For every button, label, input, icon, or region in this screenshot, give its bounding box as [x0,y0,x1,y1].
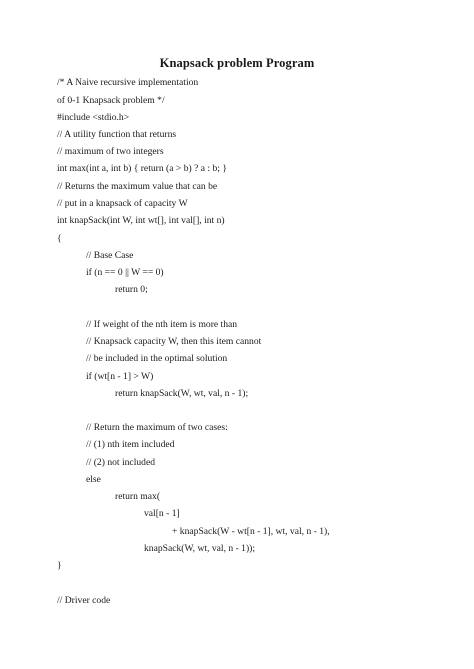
code-line-16: // be included in the optimal solution [86,353,228,364]
code-line-27: } [57,560,62,571]
code-line-22: else [86,474,101,485]
code-line-10: { [57,233,62,244]
code-line-19: // Return the maximum of two cases: [86,422,228,433]
code-line-21: // (2) not included [86,457,156,468]
code-line-24: val[n - 1] [144,508,180,519]
code-line-11: // Base Case [86,250,134,261]
code-line-6: int max(int a, int b) { return (a > b) ? a : b; } [57,163,227,174]
code-line-9: int knapSack(int W, int wt[], int val[], int n) [57,215,225,226]
code-line-14: // If weight of the nth item is more than [86,319,238,330]
code-line-3: #include <stdio.h> [57,112,130,123]
document-title: Knapsack problem Program [159,56,315,70]
code-line-8: // put in a knapsack of capacity W [57,198,188,209]
code-line-13: return 0; [115,284,148,295]
code-line-2: of 0-1 Knapsack problem */ [57,95,165,106]
code-line-7: // Returns the maximum value that can be [57,181,218,192]
code-line-4: // A utility function that returns [57,129,177,140]
code-line-15: // Knapsack capacity W, then this item cannot [86,336,262,347]
code-line-28: // Driver code [57,595,111,606]
code-line-1: /* A Naive recursive implementation [57,77,199,88]
code-line-5: // maximum of two integers [57,146,164,157]
code-line-23: return max( [115,491,161,502]
code-line-12: if (n == 0 || W == 0) [86,267,164,278]
code-line-18: return knapSack(W, wt, val, n - 1); [115,388,249,399]
code-line-26: knapSack(W, wt, val, n - 1)); [144,543,256,554]
code-line-17: if (wt[n - 1] > W) [86,371,154,382]
code-line-25: + knapSack(W - wt[n - 1], wt, val, n - 1), [172,526,330,537]
code-line-20: // (1) nth item included [86,439,175,450]
